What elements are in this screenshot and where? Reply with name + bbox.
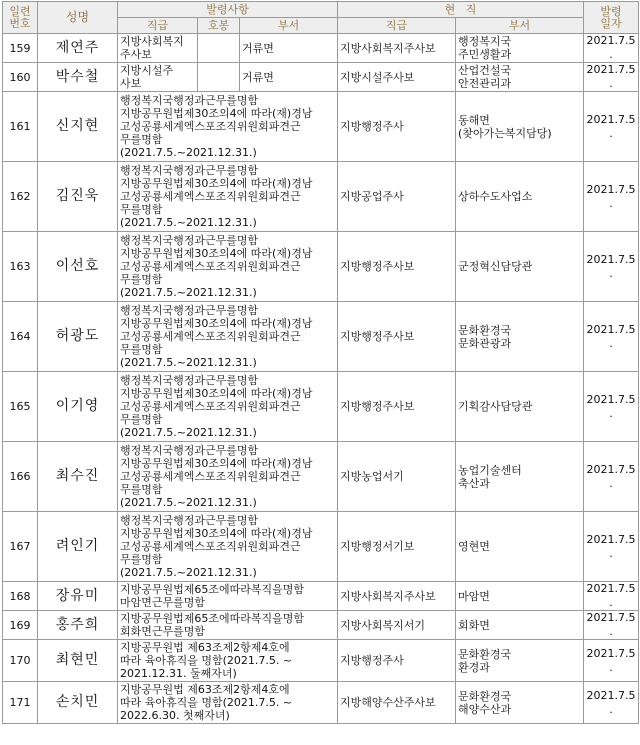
serial-cell: 163: [3, 232, 38, 302]
serial-cell: 159: [3, 34, 38, 63]
current-rank-cell: 지방사회복지주사보: [338, 34, 456, 63]
date-cell: 2021.7.5 .: [584, 302, 639, 372]
current-rank-cell: 지방행정서기보: [338, 512, 456, 582]
current-rank-cell: 지방행정주사보: [338, 232, 456, 302]
serial-cell: 166: [3, 442, 38, 512]
name-cell: 이기영: [38, 372, 118, 442]
date-cell: 2021.7.5 .: [584, 442, 639, 512]
date-cell: 2021.7.5 .: [584, 162, 639, 232]
current-dept-cell: 문화환경국 해양수산과: [456, 682, 584, 724]
header-dept: 부서: [240, 18, 338, 34]
current-rank-cell: 지방사회복지서기: [338, 611, 456, 640]
table-row: [3, 34, 639, 63]
name-cell: 신지현: [38, 92, 118, 162]
serial-cell: 162: [3, 162, 38, 232]
rank-cell: 지방사회복지 주사보: [118, 34, 198, 63]
header-serial: 일련 번호: [3, 2, 38, 34]
appointment-detail-cell: 행정복지국행정과근무를명함 지방공무원법제30조의4에 따라(재)경남 고성공룡세계엑스포조직위원회파견근 무를명함 (2021.7.5.~2021.12.31.): [118, 162, 338, 232]
current-dept-cell: 행정복지국 주민생활과: [456, 34, 584, 63]
current-rank-cell: 지방농업서기: [338, 442, 456, 512]
table-row: [3, 682, 639, 724]
current-dept-cell: 영현면: [456, 512, 584, 582]
table-row: [3, 232, 639, 302]
serial-cell: 171: [3, 682, 38, 724]
current-dept-cell: 문화환경국 문화관광과: [456, 302, 584, 372]
table-row: [3, 640, 639, 682]
grade-cell: [198, 63, 240, 92]
name-cell: 려인기: [38, 512, 118, 582]
table-row: [3, 302, 639, 372]
date-cell: 2021.7.5 .: [584, 682, 639, 724]
current-dept-cell: 기획감사담당관: [456, 372, 584, 442]
appointment-detail-cell: 행정복지국행정과근무를명함 지방공무원법제30조의4에 따라(재)경남 고성공룡세계엑스포조직위원회파견근 무를명함 (2021.7.5.~2021.12.31.): [118, 512, 338, 582]
header-name: 성명: [38, 2, 118, 34]
header-current-rank: 직급: [338, 18, 456, 34]
name-cell: 홍주희: [38, 611, 118, 640]
current-rank-cell: 지방해양수산주사보: [338, 682, 456, 724]
serial-cell: 160: [3, 63, 38, 92]
serial-cell: 161: [3, 92, 38, 162]
date-cell: 2021.7.5 .: [584, 372, 639, 442]
date-cell: 2021.7.5 .: [584, 582, 639, 611]
current-rank-cell: 지방사회복지주사보: [338, 582, 456, 611]
current-dept-cell: 문화환경국 환경과: [456, 640, 584, 682]
serial-cell: 169: [3, 611, 38, 640]
date-cell: 2021.7.5 .: [584, 92, 639, 162]
current-dept-cell: 산업건설국 안전관리과: [456, 63, 584, 92]
grade-cell: [198, 34, 240, 63]
date-cell: 2021.7.5 .: [584, 63, 639, 92]
date-cell: 2021.7.5 .: [584, 232, 639, 302]
current-rank-cell: 지방행정주사: [338, 640, 456, 682]
appointment-detail-cell: 행정복지국행정과근무를명함 지방공무원법제30조의4에 따라(재)경남 고성공룡세계엑스포조직위원회파견근 무를명함 (2021.7.5.~2021.12.31.): [118, 442, 338, 512]
appointment-detail-cell: 지방공무원법제65조에따라복직을명함 마암면근무를명함: [118, 582, 338, 611]
header-current: 현 직: [338, 2, 584, 18]
current-rank-cell: 지방공업주사: [338, 162, 456, 232]
appointment-detail-cell: 지방공무원법제65조에따라복직을명함 회화면근무를명함: [118, 611, 338, 640]
current-dept-cell: 군정혁신담당관: [456, 232, 584, 302]
header-rank: 직급: [118, 18, 198, 34]
name-cell: 허광도: [38, 302, 118, 372]
name-cell: 손치민: [38, 682, 118, 724]
serial-cell: 165: [3, 372, 38, 442]
name-cell: 최현민: [38, 640, 118, 682]
table-row: [3, 442, 639, 512]
rank-cell: 지방시설주 사보: [118, 63, 198, 92]
current-dept-cell: 농업기술센터 축산과: [456, 442, 584, 512]
name-cell: 장유미: [38, 582, 118, 611]
date-cell: 2021.7.5 .: [584, 640, 639, 682]
table-row: [3, 611, 639, 640]
date-cell: 2021.7.5 .: [584, 611, 639, 640]
appointment-detail-cell: 행정복지국행정과근무를명함 지방공무원법제30조의4에 따라(재)경남 고성공룡세계엑스포조직위원회파견근 무를명함 (2021.7.5.~2021.12.31.): [118, 372, 338, 442]
current-rank-cell: 지방행정주사: [338, 92, 456, 162]
current-rank-cell: 지방행정주사보: [338, 372, 456, 442]
table-row: [3, 512, 639, 582]
current-rank-cell: 지방행정주사보: [338, 302, 456, 372]
appointment-detail-cell: 행정복지국행정과근무를명함 지방공무원법제30조의4에 따라(재)경남 고성공룡세계엑스포조직위원회파견근 무를명함 (2021.7.5.~2021.12.31.): [118, 92, 338, 162]
date-cell: 2021.7.5 .: [584, 34, 639, 63]
name-cell: 최수진: [38, 442, 118, 512]
header-appointment: 발령사항: [118, 2, 338, 18]
name-cell: 김진욱: [38, 162, 118, 232]
serial-cell: 170: [3, 640, 38, 682]
dept-cell: 거류면: [240, 63, 338, 92]
name-cell: 제연주: [38, 34, 118, 63]
table-row: [3, 582, 639, 611]
header-grade: 호봉: [198, 18, 240, 34]
serial-cell: 164: [3, 302, 38, 372]
table-row: [3, 162, 639, 232]
appointment-detail-cell: 지방공무원법 제63조제2항제4호에 따라 육아휴직을 명함(2021.7.5. ~ 2022.6.30. 첫째자녀): [118, 682, 338, 724]
current-rank-cell: 지방시설주사보: [338, 63, 456, 92]
date-cell: 2021.7.5 .: [584, 512, 639, 582]
table-row: [3, 92, 639, 162]
table-row: [3, 372, 639, 442]
appointment-detail-cell: 지방공무원법 제63조제2항제4호에 따라 육아휴직을 명함(2021.7.5. ~ 2021.12.31. 둘째자녀): [118, 640, 338, 682]
current-dept-cell: 마암면: [456, 582, 584, 611]
table-row: [3, 63, 639, 92]
header-date: 발령 일자: [584, 2, 639, 34]
appointment-detail-cell: 행정복지국행정과근무를명함 지방공무원법제30조의4에 따라(재)경남 고성공룡세계엑스포조직위원회파견근 무를명함 (2021.7.5.~2021.12.31.): [118, 232, 338, 302]
name-cell: 이선호: [38, 232, 118, 302]
appointment-detail-cell: 행정복지국행정과근무를명함 지방공무원법제30조의4에 따라(재)경남 고성공룡세계엑스포조직위원회파견근 무를명함 (2021.7.5.~2021.12.31.): [118, 302, 338, 372]
current-dept-cell: 상하수도사업소: [456, 162, 584, 232]
name-cell: 박수철: [38, 63, 118, 92]
dept-cell: 거류면: [240, 34, 338, 63]
header-current-dept: 부서: [456, 18, 584, 34]
serial-cell: 167: [3, 512, 38, 582]
current-dept-cell: 동해면 (찾아가는복지담당): [456, 92, 584, 162]
appointment-table: [2, 1, 639, 724]
current-dept-cell: 회화면: [456, 611, 584, 640]
serial-cell: 168: [3, 582, 38, 611]
